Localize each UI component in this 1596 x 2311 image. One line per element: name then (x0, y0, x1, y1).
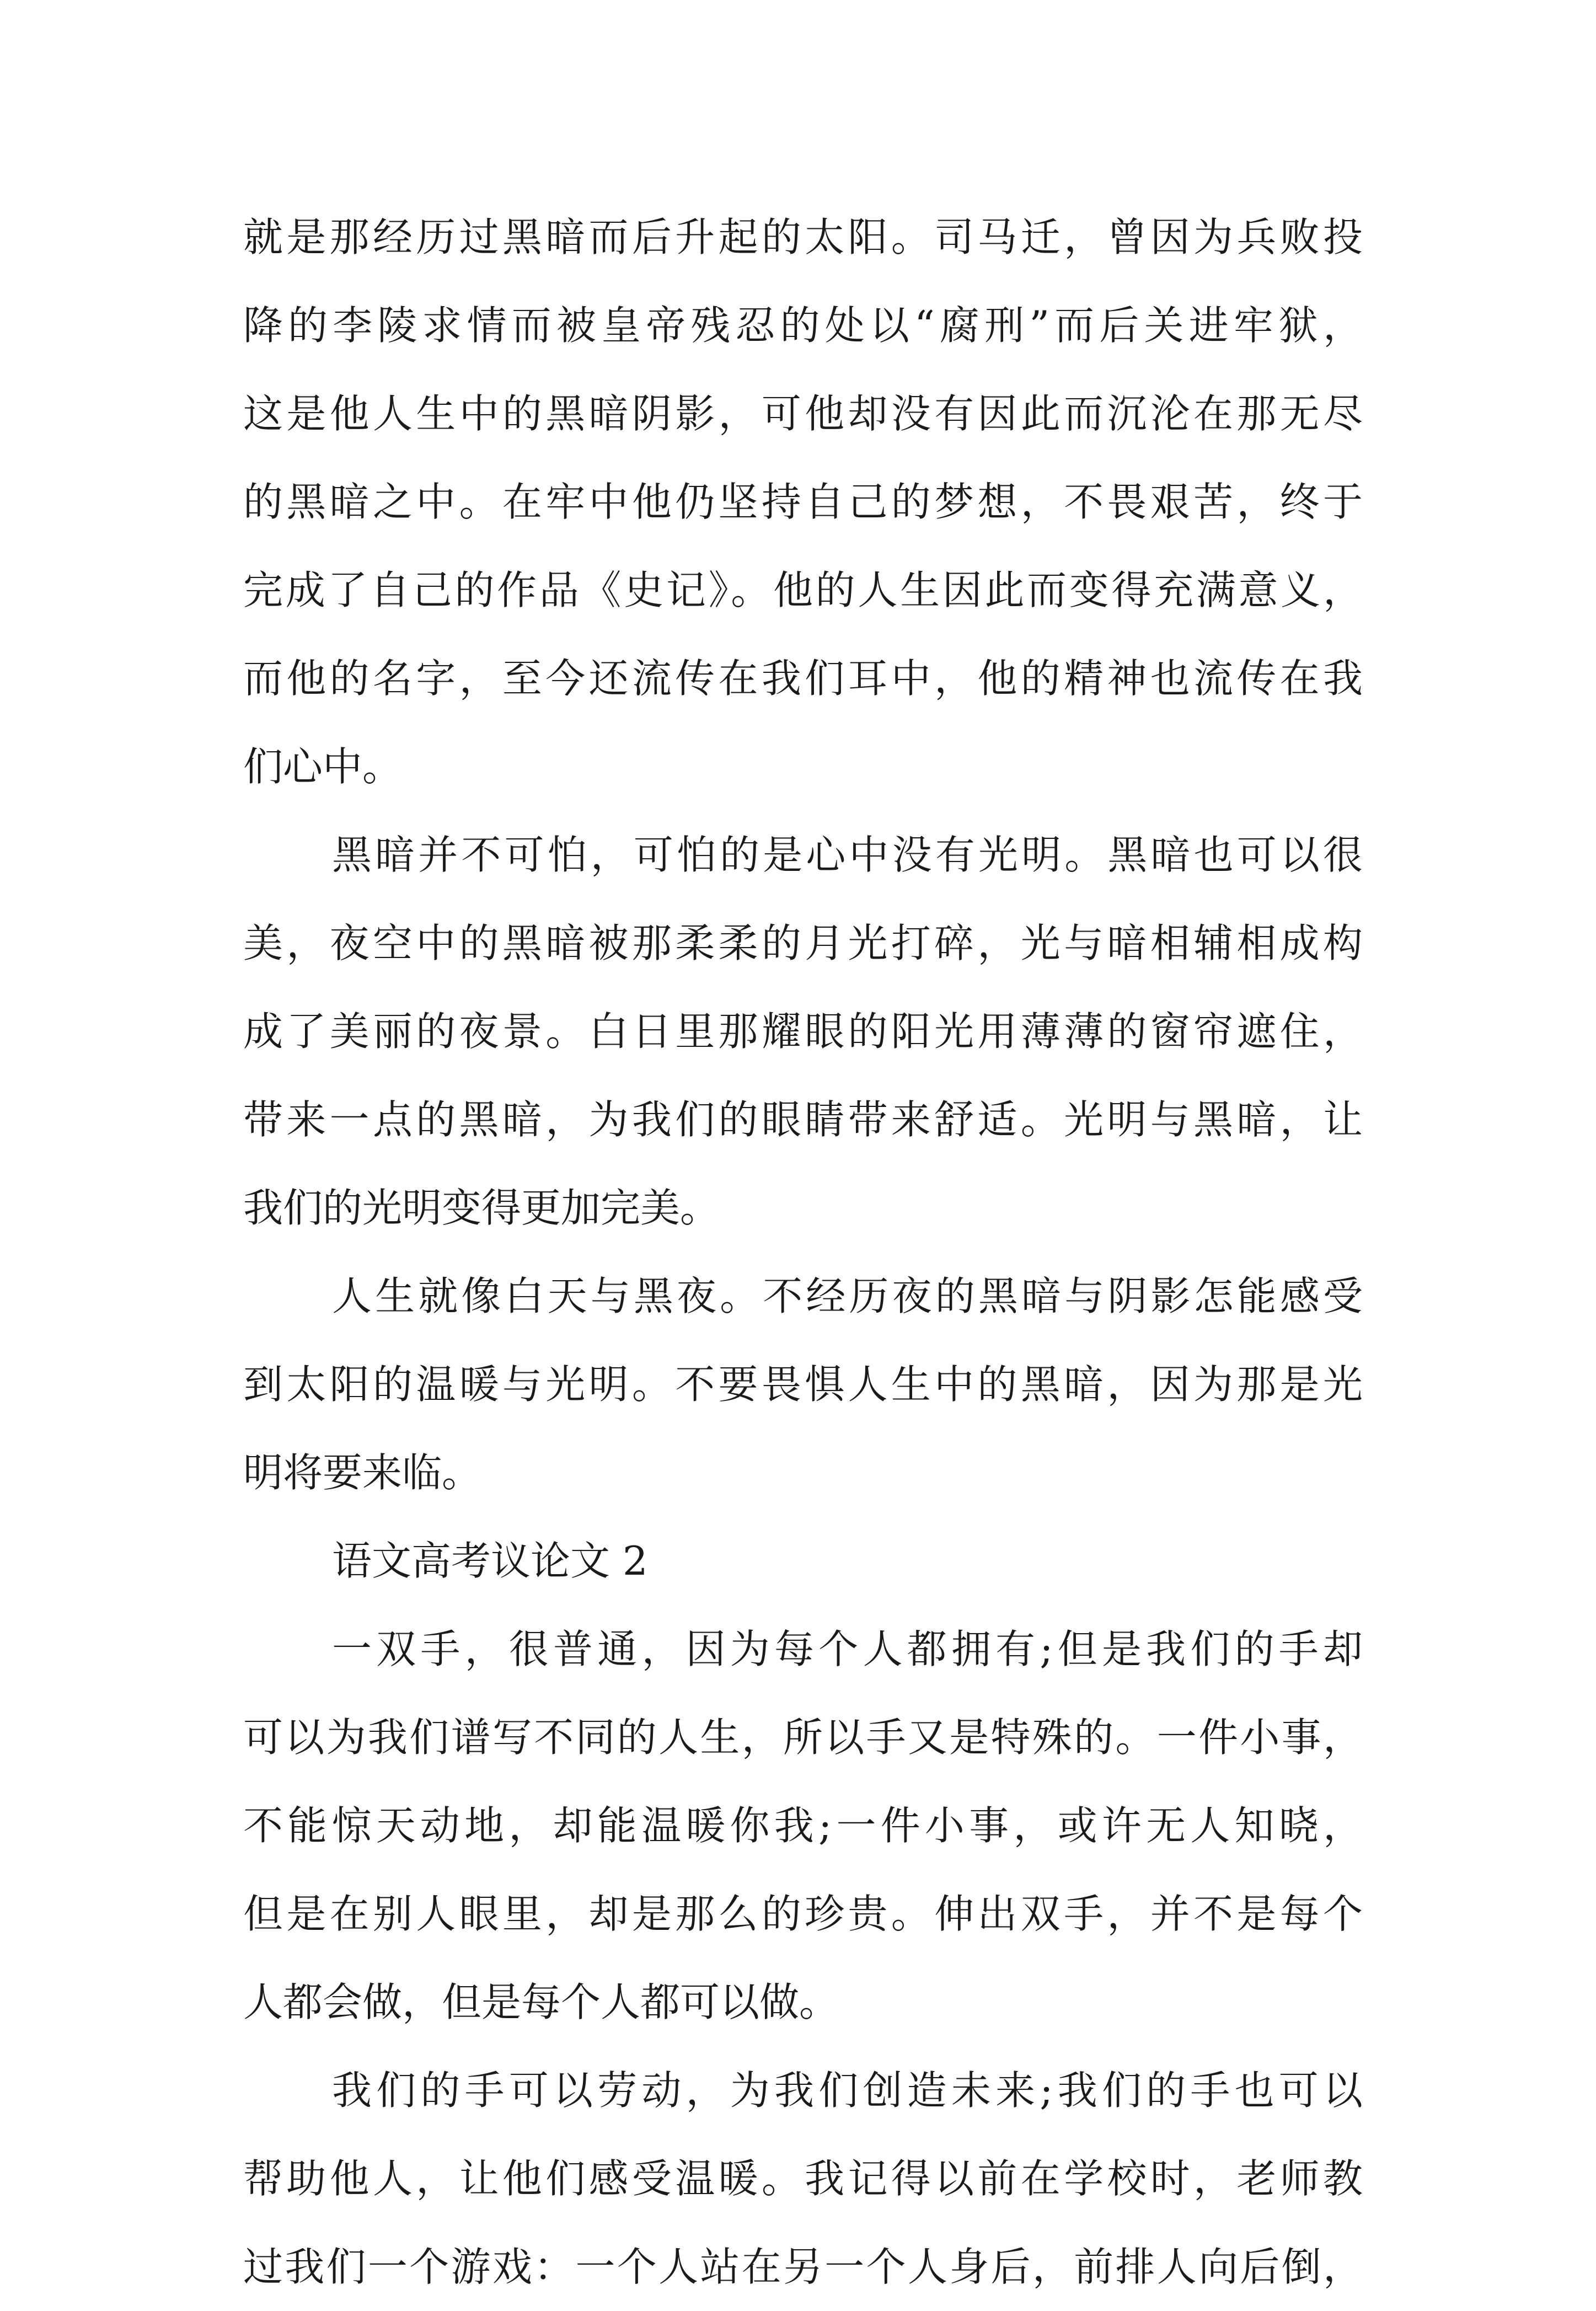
text-line: 过我们一个游戏：一个人站在另一个人身后，前排人向后倒， (243, 2244, 1363, 2290)
text-line: 我们的光明变得更加完美。 (243, 1185, 720, 1231)
text-line: 但是在别人眼里，却是那么的珍贵。伸出双手，并不是每个 (243, 1891, 1363, 1937)
paragraph-first-line: 一双手，很普通，因为每个人都拥有;但是我们的手却 (332, 1626, 1363, 1672)
text-line: 就是那经历过黑暗而后升起的太阳。司马迁，曾因为兵败投 (243, 214, 1363, 260)
text-line: 这是他人生中的黑暗阴影，可他却没有因此而沉沦在那无尽 (243, 390, 1363, 437)
text-line: 到太阳的温暖与光明。不要畏惧人生中的黑暗，因为那是光 (243, 1361, 1363, 1408)
text-line: 而他的名字，至今还流传在我们耳中，他的精神也流传在我 (243, 655, 1363, 702)
text-line: 不能惊天动地，却能温暖你我;一件小事，或许无人知晓， (243, 1802, 1363, 1849)
text-line: 降的李陵求情而被皇帝残忍的处以“腐刑”而后关进牢狱， (243, 302, 1363, 349)
text-line: 成了美丽的夜景。白日里那耀眼的阳光用薄薄的窗帘遮住， (243, 1008, 1363, 1055)
section-heading: 语文高考议论文 2 (332, 1538, 648, 1584)
text-line: 帮助他人，让他们感受温暖。我记得以前在学校时，老师教 (243, 2155, 1363, 2202)
document-body (243, 193, 1363, 2311)
text-line: 明将要来临。 (243, 1449, 482, 1496)
text-line: 带来一点的黑暗，为我们的眼睛带来舒适。光明与黑暗，让 (243, 1096, 1363, 1143)
paragraph-first-line: 人生就像白天与黑夜。不经历夜的黑暗与阴影怎能感受 (332, 1273, 1363, 1319)
text-line: 们心中。 (243, 743, 403, 790)
paragraph-first-line: 我们的手可以劳动，为我们创造未来;我们的手也可以 (332, 2067, 1363, 2114)
text-line: 完成了自己的作品《史记》。他的人生因此而变得充满意义， (243, 567, 1363, 613)
text-line: 美，夜空中的黑暗被那柔柔的月光打碎，光与暗相辅相成构 (243, 920, 1363, 966)
text-line: 人都会做，但是每个人都可以做。 (243, 1979, 839, 2025)
text-line: 可以为我们谱写不同的人生，所以手又是特殊的。一件小事， (243, 1714, 1363, 1761)
text-line: 的黑暗之中。在牢中他仍坚持自己的梦想，不畏艰苦，终于 (243, 479, 1363, 525)
paragraph-first-line: 黑暗并不可怕，可怕的是心中没有光明。黑暗也可以很 (332, 832, 1363, 878)
